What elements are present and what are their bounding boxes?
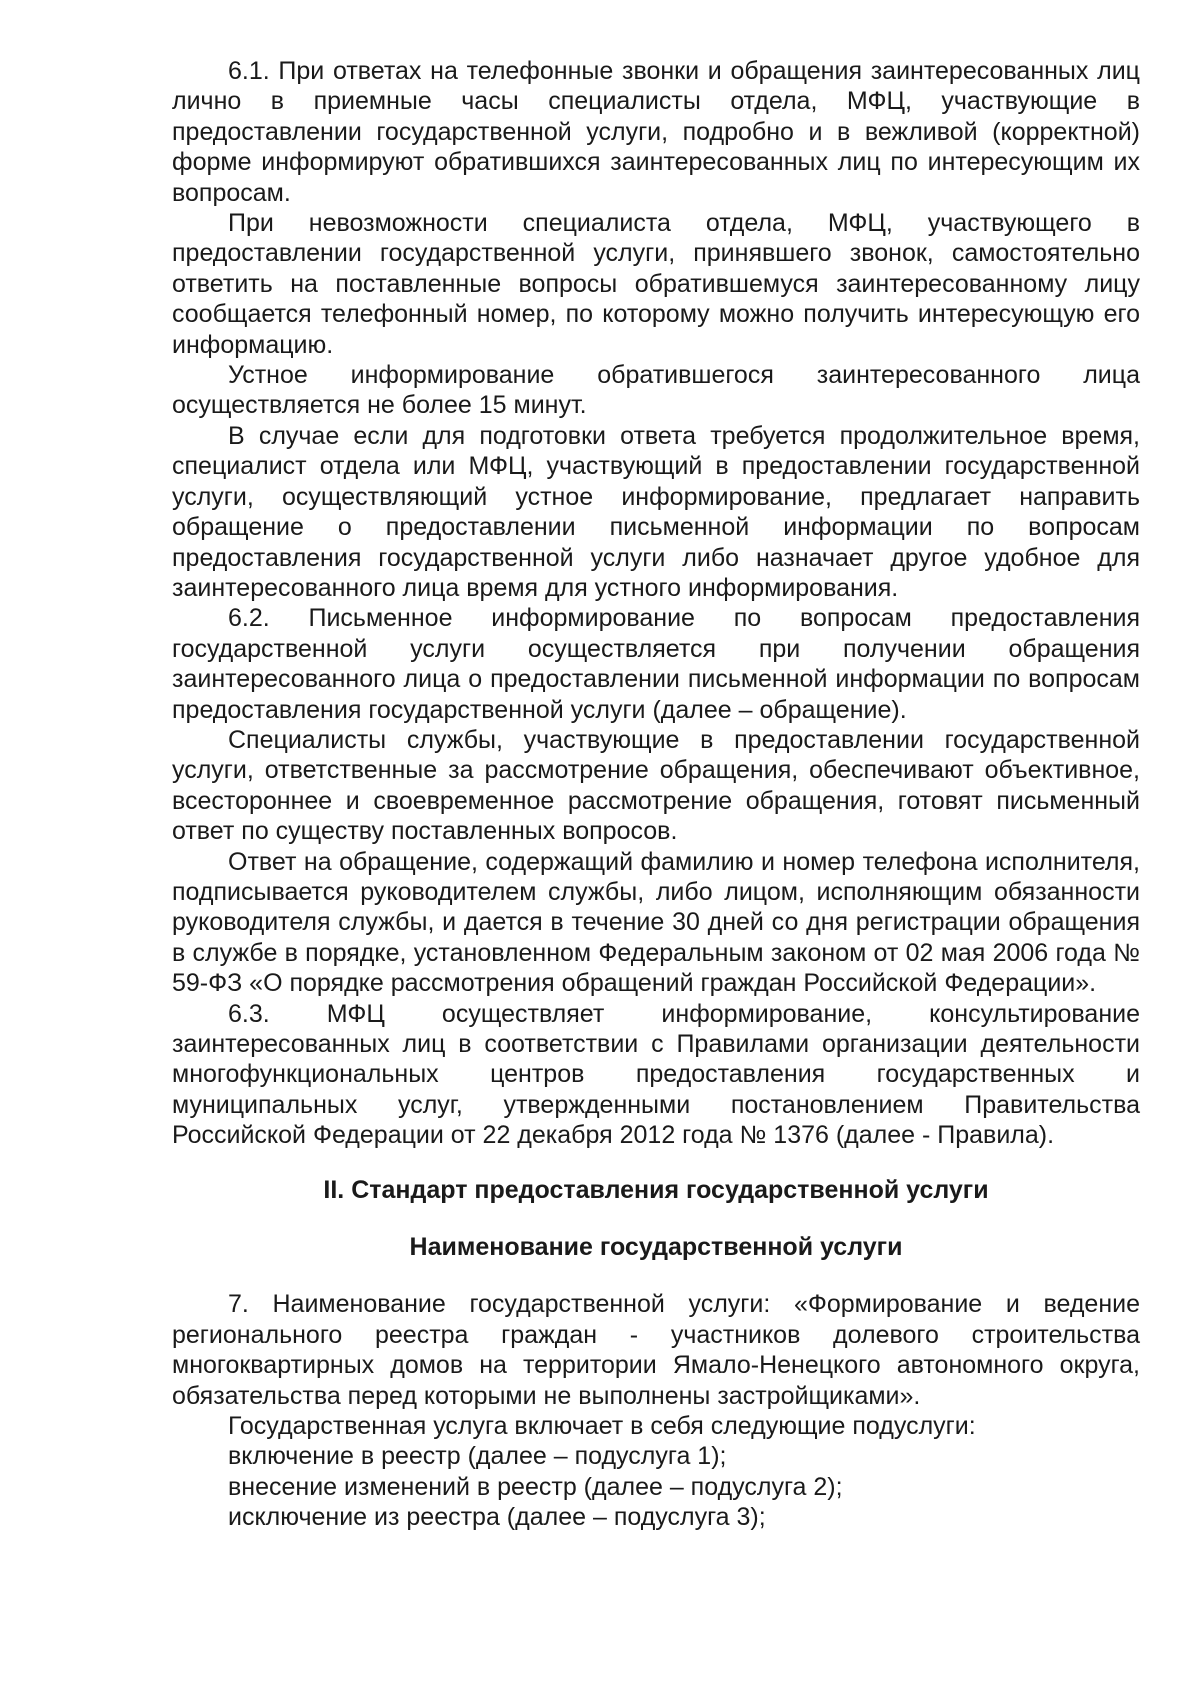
paragraph-service-specialists: Специалисты службы, участвующие в предоставлении государственной услуги, ответственные за рассмотрение обращения, обеспечивают объективное, всестороннее и своевременное рассмотрение обращения, готовят письменный ответ по существу поставленных вопросов.: [172, 725, 1140, 846]
subsection-heading: Наименование государственной услуги: [409, 1233, 903, 1262]
document-page: [172, 56, 1140, 1533]
list-item: внесение изменений в реестр (далее – подуслуга 2);: [228, 1472, 843, 1501]
paragraph-7: 7. Наименование государственной услуги: «Формирование и ведение регионального реестра граждан - участников долевого строительства многоквартирных домов на территории Ямало-Ненецкого автономного округа, обязательства перед которыми не выполнены застройщиками».: [172, 1290, 1140, 1410]
subservices-list: [172, 1411, 1140, 1533]
paragraph-6-3: 6.3. МФЦ осуществляет информирование, консультирование заинтересованных лиц в соответствии с Правилами организации деятельности многофункциональных центров предоставления государственных и муниципальных услуг, утвержденными постановлением Правительства Российской Федерации от 22 декабря 2012 года № 1376 (далее - Правила).: [172, 999, 1140, 1150]
list-item: включение в реестр (далее – подуслуга 1);: [228, 1442, 727, 1471]
paragraph-oral-informing-duration: Устное информирование обратившегося заинтересованного лица осуществляется не более 15 минут.: [172, 361, 1140, 420]
paragraph-6-2: 6.2. Письменное информирование по вопросам предоставления государственной услуги осуществляется при получении обращения заинтересованного лица о предоставлении письменной информации по вопросам предоставления государственной услуги (далее – обращение).: [172, 604, 1140, 724]
paragraph-response-signing: Ответ на обращение, содержащий фамилию и номер телефона исполнителя, подписывается руководителем службы, либо лицом, исполняющим обязанности руководителя службы, и дается в течение 30 дней со дня регистрации обращения в службе в порядке, установленном Федеральным законом от 02 мая 2006 года № 59-ФЗ «О порядке рассмотрения обращений граждан Российской Федерации».: [172, 847, 1140, 998]
section-heading: II. Стандарт предоставления государственной услуги: [323, 1175, 989, 1204]
paragraph-6-1: 6.1. При ответах на телефонные звонки и обращения заинтересованных лиц лично в приемные часы специалисты отдела, МФЦ, участвующие в предоставлении государственной услуги, подробно и в вежливой (корректной) форме информируют обратившихся заинтересованных лиц по интересующим их вопросам.: [172, 57, 1140, 207]
list-item: исключение из реестра (далее – подуслуга 3);: [228, 1503, 766, 1532]
subservices-intro: Государственная услуга включает в себя следующие подуслуги:: [228, 1412, 976, 1441]
paragraph-inability-to-answer: При невозможности специалиста отдела, МФЦ, участвующего в предоставлении государственной услуги, принявшего звонок, самостоятельно ответить на поставленные вопросы обратившемуся заинтересованному лицу сообщается телефонный номер, по которому можно получить интересующую его информацию.: [172, 209, 1140, 359]
paragraph-long-preparation: В случае если для подготовки ответа требуется продолжительное время, специалист отдела или МФЦ, участвующий в предоставлении государственной услуги, осуществляющий устное информирование, предлагает направить обращение о предоставлении письменной информации по вопросам предоставления государственной услуги либо назначает другое удобное для заинтересованного лица время для устного информирования.: [172, 421, 1140, 602]
